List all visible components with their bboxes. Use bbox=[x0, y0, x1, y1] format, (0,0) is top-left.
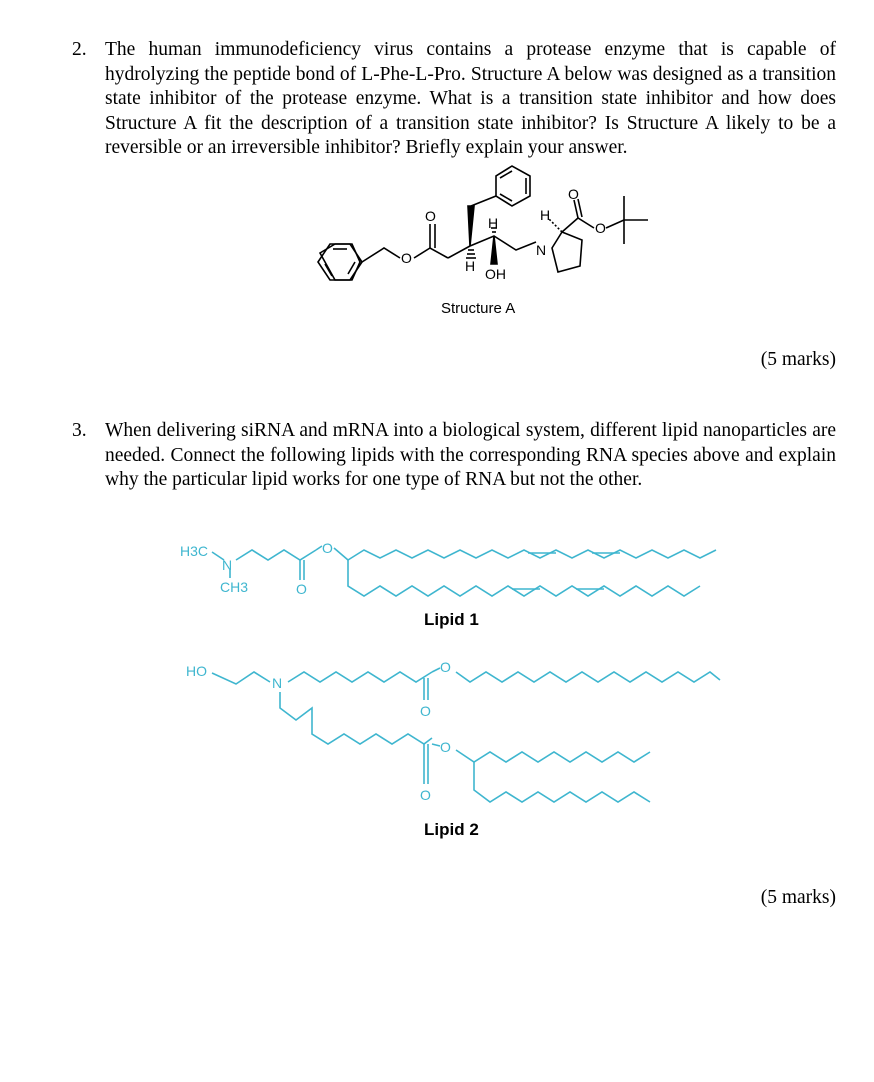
atom-o-carbonyl-2: O bbox=[568, 186, 579, 202]
lipid1-atom-o-carbonyl: O bbox=[296, 581, 307, 597]
lipid1-atom-n: N bbox=[222, 557, 233, 573]
structure-a-caption: Structure A bbox=[441, 300, 516, 317]
question-2-text: The human immunodeficiency virus contains a protease enzyme that is capable of hydrolyzing the peptide bond of L-Phe-L-Pro. Structure A below was designed as a transition state inhibitor of the protease enzyme. What is a transition state inhibitor and how does Structure A fit the description of a transition state inhibitor? Is Structure A likely to be a reversible or an irreversible inhibitor? Briefly explain your answer. bbox=[105, 39, 836, 158]
question-3-text: When delivering siRNA and mRNA into a biological system, different lipid nanoparticles are needed. Connect the following lipids with the corresponding RNA species above and explain why the particular lipid works for one type of RNA but not the other. bbox=[105, 420, 836, 490]
lipid2-atom-n: N bbox=[272, 675, 283, 691]
atom-h-upper: H bbox=[488, 215, 499, 231]
atom-o-ester-2: O bbox=[595, 220, 606, 236]
lipid-2-caption: Lipid 2 bbox=[424, 820, 479, 839]
atom-h-alpha: H bbox=[540, 207, 551, 223]
atom-o-carbonyl: O bbox=[425, 208, 436, 224]
lipid-1-caption: Lipid 1 bbox=[424, 610, 479, 629]
lipid1-atom-o-ester: O bbox=[322, 540, 333, 556]
question-3-marks: (5 marks) bbox=[760, 887, 836, 908]
question-2-number: 2. bbox=[72, 39, 87, 60]
lipid1-atom-h3c: H3C bbox=[180, 543, 209, 559]
atom-h-lower: H bbox=[465, 258, 476, 274]
lipid2-atom-o-carbonyl-2: O bbox=[420, 787, 431, 803]
question-3-number: 3. bbox=[72, 420, 87, 441]
question-2-marks: (5 marks) bbox=[760, 349, 836, 370]
atom-oh: OH bbox=[485, 266, 506, 282]
lipid2-atom-o-ester-2: O bbox=[440, 739, 451, 755]
atom-o-ester: O bbox=[401, 250, 412, 266]
lipid2-atom-o-ester-1: O bbox=[440, 659, 451, 675]
lipid2-atom-ho: HO bbox=[186, 663, 207, 679]
atom-n: N bbox=[536, 242, 547, 258]
lipid2-atom-o-carbonyl-1: O bbox=[420, 703, 431, 719]
lipid1-atom-ch3: CH3 bbox=[220, 579, 249, 595]
